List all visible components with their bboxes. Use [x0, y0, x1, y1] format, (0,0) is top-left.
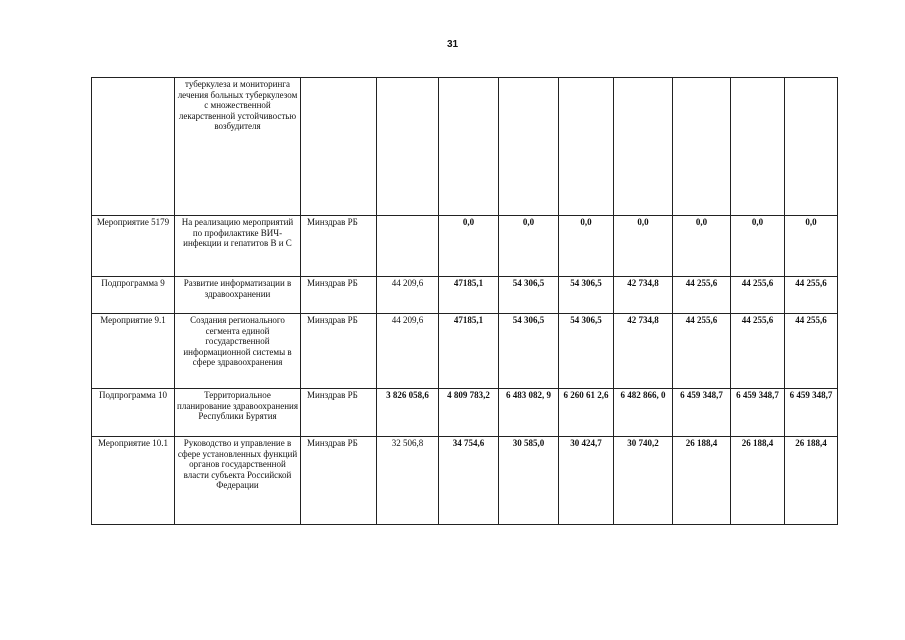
value-cell: 0,0	[673, 216, 731, 277]
row-name-cell: Руководство и управление в сфере установленных функций органов государственной власти субъекта Российской Федерации	[175, 437, 301, 525]
row-code-cell: Подпрограмма 9	[92, 277, 175, 314]
row-responsible-cell: Минздрав РБ	[301, 314, 377, 389]
value-cell: 44 255,6	[785, 314, 838, 389]
value-cell	[377, 78, 439, 216]
value-cell: 54 306,5	[559, 314, 614, 389]
value-cell: 44 255,6	[731, 277, 785, 314]
table-row	[92, 314, 838, 389]
value-cell: 6 459 348,7	[785, 389, 838, 437]
value-cell: 0,0	[559, 216, 614, 277]
value-cell: 44 255,6	[673, 277, 731, 314]
table-row	[92, 277, 838, 314]
value-cell: 26 188,4	[785, 437, 838, 525]
value-cell: 54 306,5	[499, 277, 559, 314]
value-cell	[614, 78, 673, 216]
value-cell: 42 734,8	[614, 277, 673, 314]
value-cell: 3 826 058,6	[377, 389, 439, 437]
value-cell: 44 255,6	[731, 314, 785, 389]
page-number: 31	[446, 39, 459, 50]
value-cell	[785, 78, 838, 216]
row-name-cell: туберкулеза и мониторинга лечения больных туберкулезом с множественной лекарственной устойчивостью возбудителя	[175, 78, 301, 216]
value-cell	[499, 78, 559, 216]
value-cell: 0,0	[439, 216, 499, 277]
table-row	[92, 437, 838, 525]
row-code-cell: Мероприятие 5179	[92, 216, 175, 277]
value-cell: 4 809 783,2	[439, 389, 499, 437]
value-cell: 44 255,6	[785, 277, 838, 314]
value-cell: 0,0	[614, 216, 673, 277]
value-cell: 0,0	[785, 216, 838, 277]
value-cell: 42 734,8	[614, 314, 673, 389]
value-cell: 32 506,8	[377, 437, 439, 525]
value-cell: 26 188,4	[731, 437, 785, 525]
value-cell	[439, 78, 499, 216]
value-cell: 34 754,6	[439, 437, 499, 525]
row-responsible-cell	[301, 78, 377, 216]
value-cell: 6 260 61 2,6	[559, 389, 614, 437]
row-code-cell: Подпрограмма 10	[92, 389, 175, 437]
value-cell: 6 483 082, 9	[499, 389, 559, 437]
row-responsible-cell: Минздрав РБ	[301, 389, 377, 437]
value-cell	[377, 216, 439, 277]
row-code-cell	[92, 78, 175, 216]
row-responsible-cell: Минздрав РБ	[301, 216, 377, 277]
value-cell: 44 209,6	[377, 277, 439, 314]
value-cell: 54 306,5	[499, 314, 559, 389]
value-cell: 44 255,6	[673, 314, 731, 389]
value-cell: 44 209,6	[377, 314, 439, 389]
value-cell: 30 424,7	[559, 437, 614, 525]
value-cell	[559, 78, 614, 216]
table-row	[92, 216, 838, 277]
row-responsible-cell: Минздрав РБ	[301, 437, 377, 525]
row-code-cell: Мероприятие 9.1	[92, 314, 175, 389]
row-name-cell: На реализацию мероприятий по профилактике ВИЧ-инфекции и гепатитов В и С	[175, 216, 301, 277]
value-cell: 30 740,2	[614, 437, 673, 525]
table-row	[92, 389, 838, 437]
value-cell: 0,0	[731, 216, 785, 277]
row-name-cell: Создания регионального сегмента единой государственной информационной системы в сфере здравоохранения	[175, 314, 301, 389]
value-cell: 6 459 348,7	[731, 389, 785, 437]
value-cell: 6 482 866, 0	[614, 389, 673, 437]
row-responsible-cell: Минздрав РБ	[301, 277, 377, 314]
value-cell: 54 306,5	[559, 277, 614, 314]
budget-table	[91, 77, 838, 525]
value-cell: 47185,1	[439, 277, 499, 314]
row-code-cell: Мероприятие 10.1	[92, 437, 175, 525]
value-cell: 26 188,4	[673, 437, 731, 525]
value-cell	[731, 78, 785, 216]
value-cell: 47185,1	[439, 314, 499, 389]
value-cell	[673, 78, 731, 216]
value-cell: 6 459 348,7	[673, 389, 731, 437]
table-row	[92, 78, 838, 216]
value-cell: 30 585,0	[499, 437, 559, 525]
row-name-cell: Развитие информатизации в здравоохранении	[175, 277, 301, 314]
row-name-cell: Территориальное планирование здравоохранения Республики Бурятия	[175, 389, 301, 437]
value-cell: 0,0	[499, 216, 559, 277]
